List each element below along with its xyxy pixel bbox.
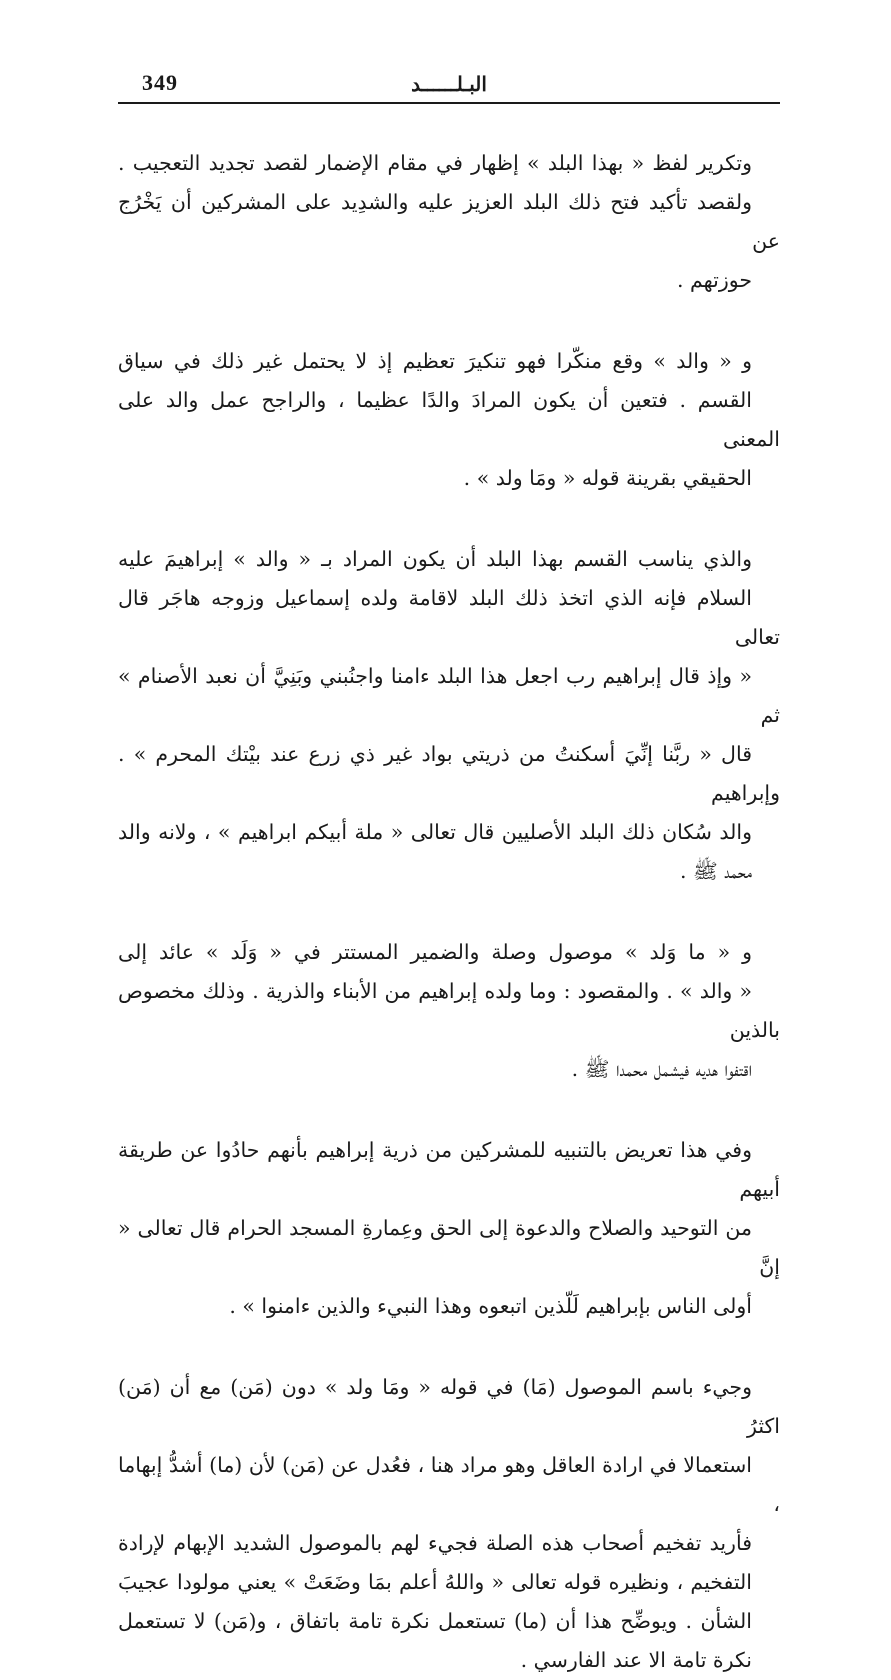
text-line: القسم . فتعين أن يكون المرادَ والدًا عظيما ، والراجح عمل والد على المعنى bbox=[118, 388, 780, 451]
text-line: وفي هذا تعريض بالتنبيه للمشركين من ذرية إبراهيم بأنهم حادُوا عن طريقة أبيهم bbox=[118, 1138, 780, 1201]
paragraph bbox=[118, 933, 780, 1089]
text-line: من التوحيد والصلاح والدعوة إلى الحق وعِمارةِ المسجد الحرام قال تعالى « إنَّ bbox=[118, 1216, 780, 1279]
paragraph bbox=[118, 1368, 780, 1680]
text-line: والد سُكان ذلك البلد الأصليين قال تعالى « ملة أبيكم ابراهيم » ، ولانه والد bbox=[118, 820, 752, 844]
text-line: استعمالا في ارادة العاقل وهو مراد هنا ، فعُدل عن (مَن) لأن (ما) أشدُّ إبهاما ، bbox=[118, 1453, 780, 1516]
text-line: حوزتهم . bbox=[677, 268, 752, 292]
paragraph bbox=[118, 144, 780, 300]
text-line: وتكرير لفظ « بهذا البلد » إظهار في مقام الإضمار لقصد تجديد التعجيب . bbox=[118, 151, 752, 175]
text-line: نكرة تامة الا عند الفارسي . bbox=[520, 1648, 752, 1672]
paragraph bbox=[118, 1131, 780, 1326]
text-line: السلام فإنه الذي اتخذ ذلك البلد لاقامة ولده إسماعيل وزوجه هاجَر قال تعالى bbox=[118, 586, 780, 649]
paragraph bbox=[118, 540, 780, 891]
text-line: « وإذ قال إبراهيم رب اجعل هذا البلد ءامنا واجنُبني وبَنِيَّ أن نعبد الأصنام » ثم bbox=[118, 664, 780, 727]
text-line: ولقصد تأكيد فتح ذلك البلد العزيز عليه والشدِيد على المشركين أن يَخْرُج عن bbox=[118, 190, 780, 253]
header-rule bbox=[118, 102, 780, 104]
page-number: 349 bbox=[142, 70, 178, 95]
text-line: وجيء باسم الموصول (مَا) في قوله « ومَا ولد » دون (مَن) مع أن (مَن) اكثرُ bbox=[118, 1375, 780, 1438]
text-line: قال « ربَّنا إنِّيَ أسكنتُ من ذريتي بواد غير ذي زرع عند بيْتك المحرم » . وإبراهيم bbox=[118, 742, 780, 805]
text-line: اقتفوا هديه فيشمل محمدا ﷺ . bbox=[571, 1057, 752, 1081]
text-line: أولى الناس بإبراهيم لَلّذين اتبعوه وهذا النبيء والذين ءامنوا » . bbox=[229, 1294, 752, 1318]
text-line: التفخيم ، ونظيره قوله تعالى « واللهُ أعلم بمَا وضَعَتْ » يعني مولودا عجيبَ bbox=[118, 1570, 752, 1594]
text-line: « والد » . والمقصود : وما ولده إبراهيم من الأبناء والذرية . وذلك مخصوص بالذين bbox=[118, 979, 780, 1042]
paragraph bbox=[118, 342, 780, 498]
text-line: الحقيقي بقرينة قوله « ومَا ولد » . bbox=[463, 466, 752, 490]
running-title: البـلــــــد bbox=[411, 72, 487, 96]
text-line: و « ما وَلد » موصول وصلة والضمير المستتر في « وَلَد » عائد إلى bbox=[118, 940, 752, 964]
text-line: و « والد » وقع منكّرا فهو تنكيرَ تعظيم إذ لا يحتمل غير ذلك في سياق bbox=[118, 349, 752, 373]
text-line: فأريد تفخيم أصحاب هذه الصلة فجيء لهم بالموصول الشديد الإبهام لإرادة bbox=[118, 1531, 752, 1555]
page-header bbox=[118, 62, 780, 104]
text-line: محمد ﷺ . bbox=[679, 859, 752, 883]
page-body bbox=[118, 144, 780, 1680]
text-line: والذي يناسب القسم بهذا البلد أن يكون المراد بـ « والد » إبراهيمَ عليه bbox=[118, 547, 752, 571]
text-line: الشأن . ويوضِّح هذا أن (ما) تستعمل نكرة تامة باتفاق ، و(مَن) لا تستعمل bbox=[118, 1609, 752, 1633]
